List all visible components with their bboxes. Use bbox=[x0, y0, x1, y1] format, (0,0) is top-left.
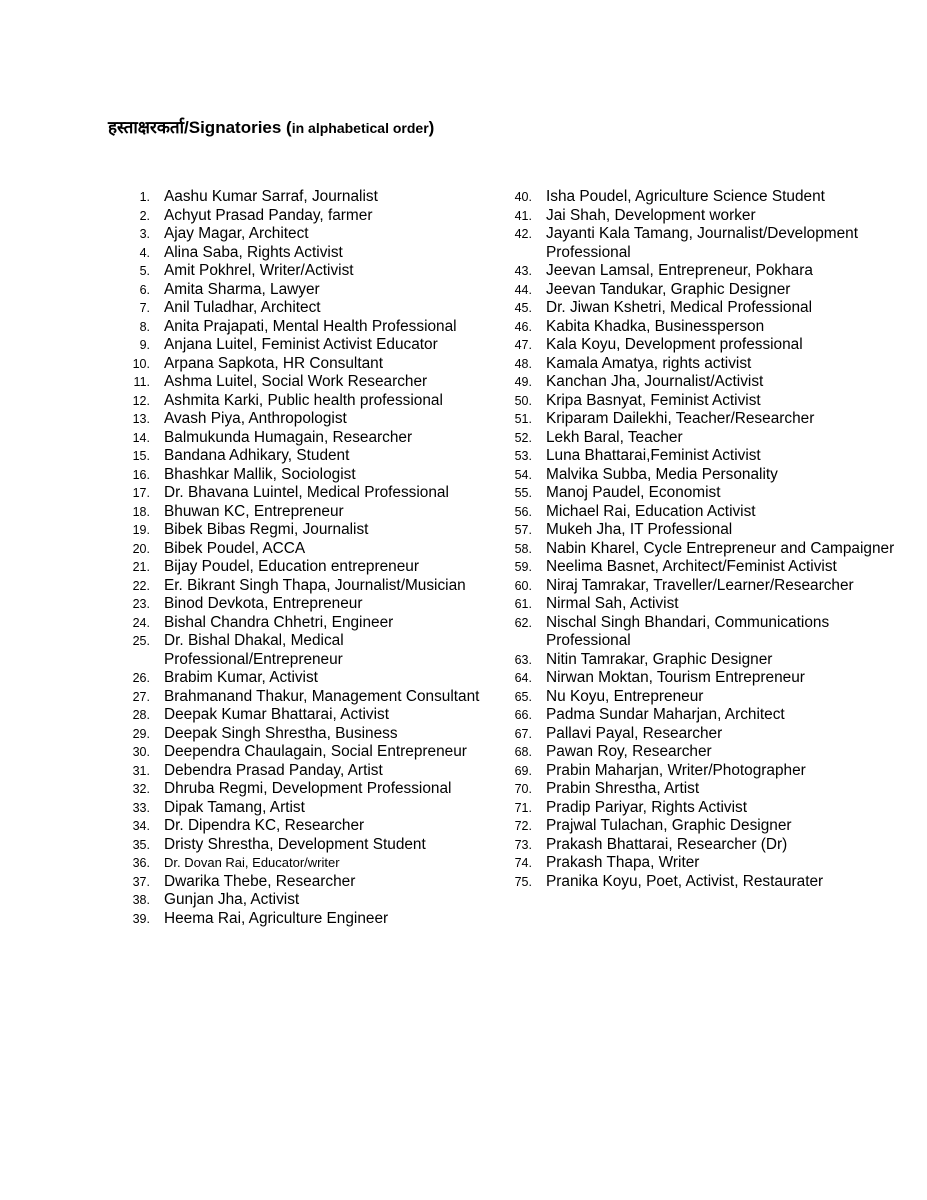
entry-number: 18. bbox=[132, 504, 150, 519]
entry-text: Manoj Paudel, Economist bbox=[546, 484, 721, 501]
title-suffix: in alphabetical order bbox=[291, 120, 429, 136]
signatory-entry bbox=[510, 503, 910, 522]
entry-text: Deepak Kumar Bhattarai, Activist bbox=[164, 706, 389, 723]
signatory-entry bbox=[510, 281, 910, 300]
entry-text: Ashmita Karki, Public health professional bbox=[164, 391, 443, 409]
signatory-entry bbox=[128, 392, 488, 411]
entry-number: 66. bbox=[514, 708, 532, 722]
entry-number: 37. bbox=[132, 874, 150, 889]
entry-number: 69. bbox=[514, 763, 532, 778]
entry-text: Aashu Kumar Sarraf, Journalist bbox=[164, 188, 378, 205]
entry-text: Avash Piya, Anthropologist bbox=[164, 410, 347, 427]
entry-number: 26. bbox=[132, 671, 150, 685]
signatory-entry bbox=[128, 225, 488, 244]
entry-number: 75. bbox=[514, 874, 532, 889]
signatory-entry bbox=[510, 207, 910, 226]
signatory-entry bbox=[510, 873, 910, 892]
signatory-entry bbox=[128, 207, 488, 226]
entry-number: 41. bbox=[514, 208, 532, 223]
entry-text: Prakash Bhattarai, Researcher (Dr) bbox=[546, 835, 788, 853]
signatory-entry bbox=[510, 188, 910, 207]
entry-number: 16. bbox=[132, 467, 150, 482]
entry-number: 52. bbox=[514, 430, 532, 445]
signatory-entry bbox=[128, 521, 488, 540]
entry-number: 30. bbox=[132, 745, 150, 759]
signatory-entry bbox=[128, 410, 488, 429]
signatory-entry bbox=[128, 503, 488, 522]
entry-number: 29. bbox=[132, 726, 150, 741]
signatory-entry bbox=[510, 743, 910, 762]
entry-text: Dr. Dovan Rai, Educator/writer bbox=[164, 855, 340, 870]
signatory-entry bbox=[510, 355, 910, 374]
entry-text: Alina Saba, Rights Activist bbox=[164, 243, 343, 261]
signatory-entry bbox=[510, 817, 910, 836]
entry-text: Dristy Shrestha, Development Student bbox=[164, 835, 426, 853]
entry-text: Neelima Basnet, Architect/Feminist Activist bbox=[546, 558, 837, 575]
entry-number: 43. bbox=[514, 264, 532, 278]
signatory-entry bbox=[128, 577, 488, 596]
signatory-entry bbox=[128, 429, 488, 448]
entry-text: Anita Prajapati, Mental Health Professional bbox=[164, 317, 457, 335]
signatory-entry bbox=[128, 336, 488, 355]
entry-number: 36. bbox=[132, 856, 150, 870]
entry-number: 50. bbox=[514, 393, 532, 408]
signatory-entry bbox=[128, 706, 488, 725]
entry-number: 59. bbox=[514, 560, 532, 574]
entry-text: Isha Poudel, Agriculture Science Student bbox=[546, 188, 825, 205]
entry-number: 53. bbox=[514, 449, 532, 463]
entry-text: Dr. Dipendra KC, Researcher bbox=[164, 817, 365, 834]
signatory-entry bbox=[510, 392, 910, 411]
entry-text: Brahmanand Thakur, Management Consultant bbox=[164, 687, 480, 705]
entry-number: 21. bbox=[132, 560, 150, 574]
entry-number: 44. bbox=[514, 282, 532, 297]
entry-text: Balmukunda Humagain, Researcher bbox=[164, 428, 413, 446]
entry-number: 5. bbox=[139, 264, 150, 278]
signatory-entry bbox=[128, 558, 488, 577]
signatory-entry bbox=[510, 669, 910, 688]
entry-text: Bhuwan KC, Entrepreneur bbox=[164, 502, 344, 520]
signatory-entry bbox=[510, 854, 910, 873]
entry-number: 1. bbox=[139, 190, 150, 204]
signatory-entry bbox=[510, 799, 910, 818]
entry-text: Ajay Magar, Architect bbox=[164, 225, 309, 242]
entry-number: 49. bbox=[514, 375, 532, 389]
signatory-entry bbox=[128, 688, 488, 707]
entry-number: 42. bbox=[514, 227, 532, 241]
signatory-entry bbox=[510, 688, 910, 707]
entry-text: Bijay Poudel, Education entrepreneur bbox=[164, 558, 419, 575]
signatory-entry bbox=[128, 743, 488, 762]
entry-text: Kamala Amatya, rights activist bbox=[546, 354, 752, 372]
entry-number: 68. bbox=[514, 745, 532, 759]
signatory-entry bbox=[128, 262, 488, 281]
entry-number: 46. bbox=[514, 319, 532, 334]
signatory-entry bbox=[510, 373, 910, 392]
signatory-entry bbox=[510, 725, 910, 744]
entry-number: 67. bbox=[514, 726, 532, 741]
entry-number: 12. bbox=[132, 393, 150, 408]
entry-number: 72. bbox=[514, 819, 532, 833]
entry-text: Heema Rai, Agriculture Engineer bbox=[164, 909, 389, 927]
entry-text: Padma Sundar Maharjan, Architect bbox=[546, 706, 785, 723]
signatory-entry bbox=[128, 725, 488, 744]
signatory-entry bbox=[510, 262, 910, 281]
entry-number: 55. bbox=[514, 486, 532, 500]
entry-number: 22. bbox=[132, 578, 150, 593]
signatory-entry bbox=[128, 355, 488, 374]
signatory-entry bbox=[510, 577, 910, 596]
entry-text: Prabin Maharjan, Writer/Photographer bbox=[546, 761, 806, 779]
signatory-entry bbox=[128, 614, 488, 633]
signatory-entry bbox=[510, 762, 910, 781]
entry-text: Kabita Khadka, Businessperson bbox=[546, 317, 765, 335]
entry-number: 13. bbox=[132, 412, 150, 426]
entry-text: Dr. Bishal Dhakal, Medical Professional/Entrepreneur bbox=[164, 632, 344, 668]
entry-text: Jayanti Kala Tamang, Journalist/Development Professional bbox=[546, 225, 858, 261]
entry-number: 2. bbox=[139, 208, 150, 223]
entry-number: 48. bbox=[514, 356, 532, 371]
entry-text: Lekh Baral, Teacher bbox=[546, 428, 683, 446]
signatory-entry bbox=[128, 540, 488, 559]
entry-text: Prakash Thapa, Writer bbox=[546, 854, 700, 871]
entry-number: 40. bbox=[514, 190, 532, 204]
signatory-list-right bbox=[510, 188, 910, 891]
entry-text: Kanchan Jha, Journalist/Activist bbox=[546, 373, 764, 390]
entry-text: Mukeh Jha, IT Professional bbox=[546, 521, 733, 538]
entry-text: Prabin Shrestha, Artist bbox=[546, 780, 700, 797]
entry-text: Jai Shah, Development worker bbox=[546, 206, 756, 224]
signatory-entry bbox=[128, 836, 488, 855]
entry-number: 45. bbox=[514, 301, 532, 315]
signatory-entry bbox=[510, 447, 910, 466]
signatory-entry bbox=[510, 225, 910, 262]
entry-text: Anil Tuladhar, Architect bbox=[164, 299, 321, 316]
signatory-entry bbox=[128, 780, 488, 799]
entry-number: 32. bbox=[132, 782, 150, 796]
entry-text: Ashma Luitel, Social Work Researcher bbox=[164, 373, 428, 390]
entry-number: 11. bbox=[133, 375, 150, 389]
entry-text: Dwarika Thebe, Researcher bbox=[164, 872, 356, 890]
signatory-entry bbox=[128, 854, 488, 873]
entry-number: 4. bbox=[139, 245, 150, 260]
signatory-entry bbox=[128, 669, 488, 688]
signatory-entry bbox=[510, 614, 910, 651]
entry-number: 8. bbox=[139, 319, 150, 334]
signatory-entry bbox=[510, 336, 910, 355]
entry-text: Bishal Chandra Chhetri, Engineer bbox=[164, 613, 394, 631]
signatory-entry bbox=[128, 318, 488, 337]
entry-number: 24. bbox=[132, 615, 150, 630]
signatory-entry bbox=[510, 466, 910, 485]
entry-text: Pallavi Payal, Researcher bbox=[546, 724, 723, 742]
entry-number: 63. bbox=[514, 652, 532, 667]
signatory-entry bbox=[510, 484, 910, 503]
entry-number: 47. bbox=[514, 338, 532, 352]
entry-number: 62. bbox=[514, 615, 532, 630]
signatory-entry bbox=[510, 651, 910, 670]
entry-text: Bibek Poudel, ACCA bbox=[164, 539, 306, 557]
entry-text: Dhruba Regmi, Development Professional bbox=[164, 780, 452, 797]
entry-number: 35. bbox=[132, 837, 150, 852]
entry-text: Deepak Singh Shrestha, Business bbox=[164, 724, 398, 742]
entry-text: Pranika Koyu, Poet, Activist, Restaurater bbox=[546, 872, 824, 890]
signatory-entry bbox=[128, 281, 488, 300]
signatory-entry bbox=[128, 799, 488, 818]
signatory-entry bbox=[510, 780, 910, 799]
entry-text: Niraj Tamrakar, Traveller/Learner/Researcher bbox=[546, 576, 854, 594]
entry-number: 28. bbox=[132, 708, 150, 722]
entry-text: Dr. Jiwan Kshetri, Medical Professional bbox=[546, 299, 813, 316]
signatory-entry bbox=[128, 891, 488, 910]
entry-text: Jeevan Tandukar, Graphic Designer bbox=[546, 280, 791, 298]
signatory-entry bbox=[128, 762, 488, 781]
entry-text: Luna Bhattarai,Feminist Activist bbox=[546, 447, 761, 464]
signatory-entry bbox=[510, 706, 910, 725]
entry-number: 71. bbox=[514, 800, 532, 815]
signatory-entry bbox=[128, 299, 488, 318]
entry-number: 57. bbox=[514, 523, 532, 537]
entry-number: 15. bbox=[132, 449, 150, 463]
entry-text: Brabim Kumar, Activist bbox=[164, 669, 318, 686]
entry-text: Nirmal Sah, Activist bbox=[546, 595, 679, 612]
entry-text: Kriparam Dailekhi, Teacher/Researcher bbox=[546, 410, 815, 427]
entry-text: Bibek Bibas Regmi, Journalist bbox=[164, 521, 369, 538]
entry-number: 39. bbox=[132, 911, 150, 926]
entry-text: Arpana Sapkota, HR Consultant bbox=[164, 354, 384, 372]
signatory-entry bbox=[128, 484, 488, 503]
entry-text: Achyut Prasad Panday, farmer bbox=[164, 206, 373, 224]
signatory-entry bbox=[128, 373, 488, 392]
signatory-entry bbox=[510, 410, 910, 429]
signatory-entry bbox=[128, 244, 488, 263]
entry-text: Binod Devkota, Entrepreneur bbox=[164, 595, 363, 612]
signatory-entry bbox=[128, 595, 488, 614]
entry-text: Anjana Luitel, Feminist Activist Educator bbox=[164, 336, 438, 353]
entry-number: 7. bbox=[139, 301, 150, 315]
signatory-entry bbox=[510, 318, 910, 337]
entry-number: 9. bbox=[139, 338, 150, 352]
entry-number: 20. bbox=[132, 541, 150, 556]
entry-number: 61. bbox=[514, 597, 532, 611]
entry-text: Kripa Basnyat, Feminist Activist bbox=[546, 391, 761, 409]
entry-text: Dr. Bhavana Luintel, Medical Professional bbox=[164, 484, 449, 501]
entry-number: 33. bbox=[132, 800, 150, 815]
entry-number: 3. bbox=[139, 227, 150, 241]
entry-text: Nirwan Moktan, Tourism Entrepreneur bbox=[546, 669, 805, 686]
entry-text: Malvika Subba, Media Personality bbox=[546, 465, 778, 483]
entry-number: 38. bbox=[132, 893, 150, 907]
entry-number: 17. bbox=[132, 486, 150, 500]
signatory-entry bbox=[128, 910, 488, 929]
entry-number: 56. bbox=[514, 504, 532, 519]
entry-number: 65. bbox=[514, 689, 532, 704]
signatory-entry bbox=[510, 558, 910, 577]
entry-number: 58. bbox=[514, 541, 532, 556]
entry-text: Deependra Chaulagain, Social Entrepreneur bbox=[164, 743, 467, 760]
page-title bbox=[108, 115, 434, 138]
signatory-entry bbox=[128, 447, 488, 466]
entry-text: Jeevan Lamsal, Entrepreneur, Pokhara bbox=[546, 262, 813, 279]
entry-text: Kala Koyu, Development professional bbox=[546, 336, 803, 353]
entry-number: 10. bbox=[132, 356, 150, 371]
entry-text: Er. Bikrant Singh Thapa, Journalist/Musician bbox=[164, 576, 466, 594]
entry-number: 34. bbox=[132, 819, 150, 833]
entry-text: Nabin Kharel, Cycle Entrepreneur and Campaigner bbox=[546, 539, 895, 557]
signatory-entry bbox=[510, 595, 910, 614]
entry-text: Michael Rai, Education Activist bbox=[546, 502, 756, 520]
signatory-entry bbox=[510, 429, 910, 448]
signatory-entry bbox=[510, 836, 910, 855]
signatory-entry bbox=[128, 817, 488, 836]
entry-number: 27. bbox=[132, 689, 150, 704]
entry-number: 70. bbox=[514, 782, 532, 796]
entry-number: 51. bbox=[514, 412, 532, 426]
entry-number: 60. bbox=[514, 578, 532, 593]
signatory-entry bbox=[128, 632, 488, 669]
entry-text: Amita Sharma, Lawyer bbox=[164, 280, 320, 298]
entry-text: Bandana Adhikary, Student bbox=[164, 447, 350, 464]
entry-text: Bhashkar Mallik, Sociologist bbox=[164, 465, 356, 483]
entry-text: Prajwal Tulachan, Graphic Designer bbox=[546, 817, 792, 834]
signatory-entry bbox=[128, 466, 488, 485]
title-close: ) bbox=[428, 118, 435, 137]
signatory-entry bbox=[510, 540, 910, 559]
entry-number: 31. bbox=[132, 763, 150, 778]
signatory-entry bbox=[510, 521, 910, 540]
signatory-entry bbox=[510, 299, 910, 318]
entry-number: 6. bbox=[139, 282, 150, 297]
entry-number: 64. bbox=[514, 671, 532, 685]
entry-number: 19. bbox=[132, 523, 150, 537]
entry-number: 54. bbox=[514, 467, 532, 482]
entry-text: Debendra Prasad Panday, Artist bbox=[164, 761, 383, 779]
entry-number: 14. bbox=[132, 430, 150, 445]
entry-text: Pradip Pariyar, Rights Activist bbox=[546, 798, 748, 816]
entry-text: Dipak Tamang, Artist bbox=[164, 798, 305, 816]
signatory-list-left bbox=[128, 188, 488, 928]
entry-text: Pawan Roy, Researcher bbox=[546, 743, 712, 760]
entry-text: Nu Koyu, Entrepreneur bbox=[546, 687, 704, 705]
entry-text: Nischal Singh Bhandari, Communications Professional bbox=[546, 613, 830, 649]
entry-text: Gunjan Jha, Activist bbox=[164, 891, 300, 908]
signatory-entry bbox=[128, 873, 488, 892]
entry-text: Nitin Tamrakar, Graphic Designer bbox=[546, 650, 773, 668]
entry-text: Amit Pokhrel, Writer/Activist bbox=[164, 262, 354, 279]
entry-number: 25. bbox=[132, 634, 150, 648]
entry-number: 74. bbox=[514, 856, 532, 870]
entry-number: 23. bbox=[132, 597, 150, 611]
signatory-entry bbox=[128, 188, 488, 207]
title-main: हस्ताक्षरकर्ता/Signatories ( bbox=[108, 118, 292, 137]
entry-number: 73. bbox=[514, 837, 532, 852]
